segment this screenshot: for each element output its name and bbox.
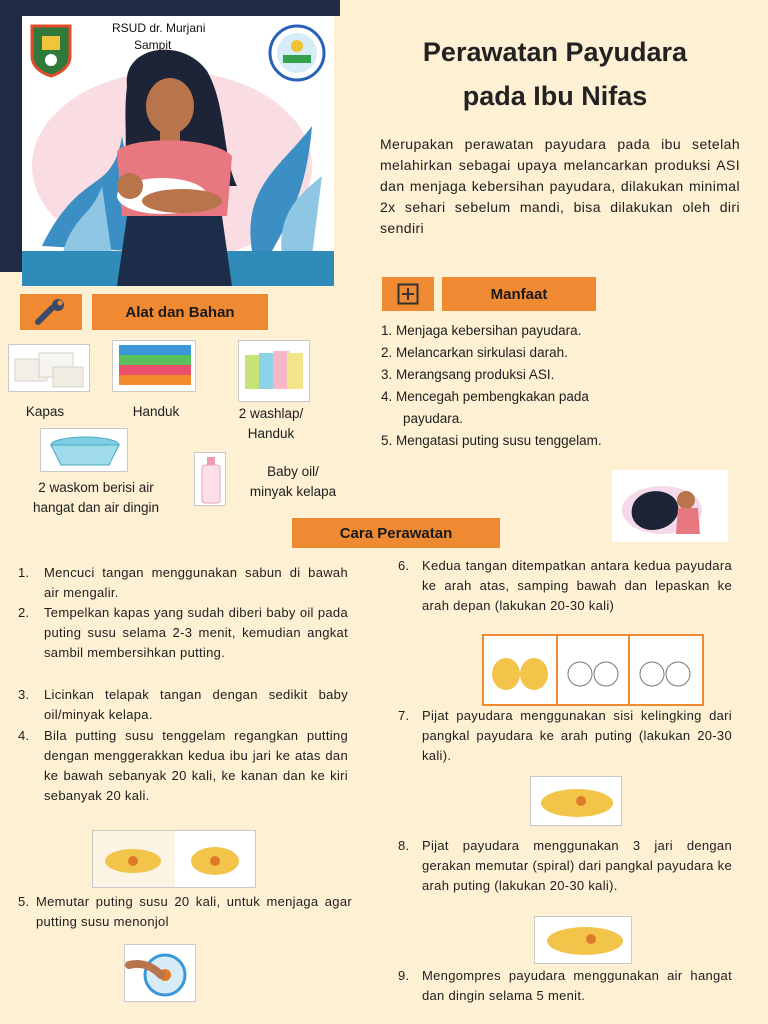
tool-label: Baby oil/ minyak kelapa: [249, 464, 337, 499]
title-line1: Perawatan Payudara: [422, 37, 688, 67]
step-number: 5.: [18, 894, 30, 909]
step-number: 1.: [18, 565, 30, 580]
step-text: Mengompres payudara menggunakan air hangat dan dingin selama 5 menit.: [422, 968, 732, 1003]
washcloth-image: [238, 340, 310, 402]
step8-image: [534, 916, 632, 964]
page-title: [350, 30, 760, 118]
step-item: [398, 556, 732, 616]
hospital-name-line1: RSUD dr. Murjani: [112, 21, 206, 35]
corner-decoration-top: [0, 0, 340, 16]
step5-image: [124, 944, 196, 1002]
baby-oil-image: [194, 452, 226, 506]
hospital-name: [112, 20, 242, 54]
step-text: Kedua tangan ditempatkan antara kedua payudara ke arah atas, samping bawah dan lepaskan ke arah depan (lakukan 20-30 kali): [422, 558, 732, 613]
benefit-item: 2. Melancarkan sirkulasi darah.: [381, 345, 568, 360]
hospital-name-line2: Sampit: [134, 38, 172, 52]
step-text: Pijat payudara menggunakan 3 jari dengan gerakan memutar (spiral) dari pangkal payudara ke arah puting (lakukan 20-30 kali).: [422, 838, 732, 893]
plus-icon: [397, 283, 419, 305]
tools-heading: Alat dan Bahan: [92, 294, 268, 330]
self-exam-illustration: [612, 470, 728, 542]
cotton-image: [8, 344, 90, 392]
step4-image: [92, 830, 256, 888]
step-text: Bila putting susu tenggelam regangkan putting dengan menggerakkan kedua ibu jari ke atas dan ke bawah sebanyak 20 kali, ke kanan dan ke kiri sebanyak 20 kali.: [44, 728, 348, 803]
step-item: [18, 726, 348, 806]
step-item: [398, 706, 732, 766]
benefit-item: 1. Menjaga kebersihan payudara.: [381, 323, 582, 338]
institution-seal: [266, 24, 328, 82]
plus-icon-box: [382, 277, 434, 311]
title-line2: pada Ibu Nifas: [462, 81, 648, 111]
step-number: 8.: [398, 838, 410, 853]
benefits-heading: Manfaat: [442, 277, 596, 311]
step-number: 3.: [18, 687, 30, 702]
step-item: [18, 563, 348, 603]
step-number: 7.: [398, 708, 410, 723]
step-item: [398, 836, 732, 896]
tool-label: Handuk: [132, 404, 180, 419]
corner-decoration-left: [0, 0, 22, 272]
step-item: [18, 892, 352, 932]
basin-image: [40, 428, 128, 472]
step-number: 4.: [18, 728, 30, 743]
step-number: 2.: [18, 605, 30, 620]
step-text: Licinkan telapak tangan dengan sedikit baby oil/minyak kelapa.: [44, 687, 348, 722]
care-heading: Cara Perawatan: [292, 518, 500, 548]
step6-images: [482, 634, 704, 706]
benefits-list: [381, 320, 751, 452]
benefit-item: 4. Mencegah pembengkakan pada: [381, 389, 589, 404]
benefit-item: 3. Merangsang produksi ASI.: [381, 367, 555, 382]
towel-image: [112, 340, 196, 392]
step-text: Tempelkan kapas yang sudah diberi baby oil pada puting susu selama 2-3 menit, kemudian angkat sambil membersihkan putting.: [44, 605, 348, 660]
benefit-item: 5. Mengatasi puting susu tenggelam.: [381, 433, 602, 448]
step-item: [18, 685, 348, 725]
step-text: Memutar puting susu 20 kali, untuk menjaga agar putting susu menonjol: [36, 894, 352, 929]
benefit-item: payudara.: [403, 411, 464, 426]
tool-label: 2 washlap/ Handuk: [238, 406, 304, 441]
step-text: Pijat payudara menggunakan sisi kelingking dari pangkal payudara ke arah puting (lakukan 20-30 kali).: [422, 708, 732, 763]
step-number: 9.: [398, 968, 410, 983]
step-item: [18, 603, 348, 663]
tool-label: 2 waskom berisi air hangat dan air dingin: [32, 480, 160, 515]
care-steps-left: [18, 563, 352, 823]
step-item: [398, 966, 732, 1006]
intro-paragraph: Merupakan perawatan payudara pada ibu setelah melahirkan sebagai upaya melancarkan produksi ASI dan menjaga kebersihan payudara, dilakukan minimal 2x sehari sebelum mandi, bisa dilakukan oleh diri sendiri: [380, 136, 740, 236]
step7-image: [530, 776, 622, 826]
tool-label: Kapas: [25, 404, 65, 419]
hospital-logo: [28, 22, 74, 78]
wrench-icon: [34, 298, 68, 326]
step-number: 6.: [398, 558, 410, 573]
wrench-icon-box: [20, 294, 82, 330]
step-text: Mencuci tangan menggunakan sabun di bawah air mengalir.: [44, 565, 348, 600]
